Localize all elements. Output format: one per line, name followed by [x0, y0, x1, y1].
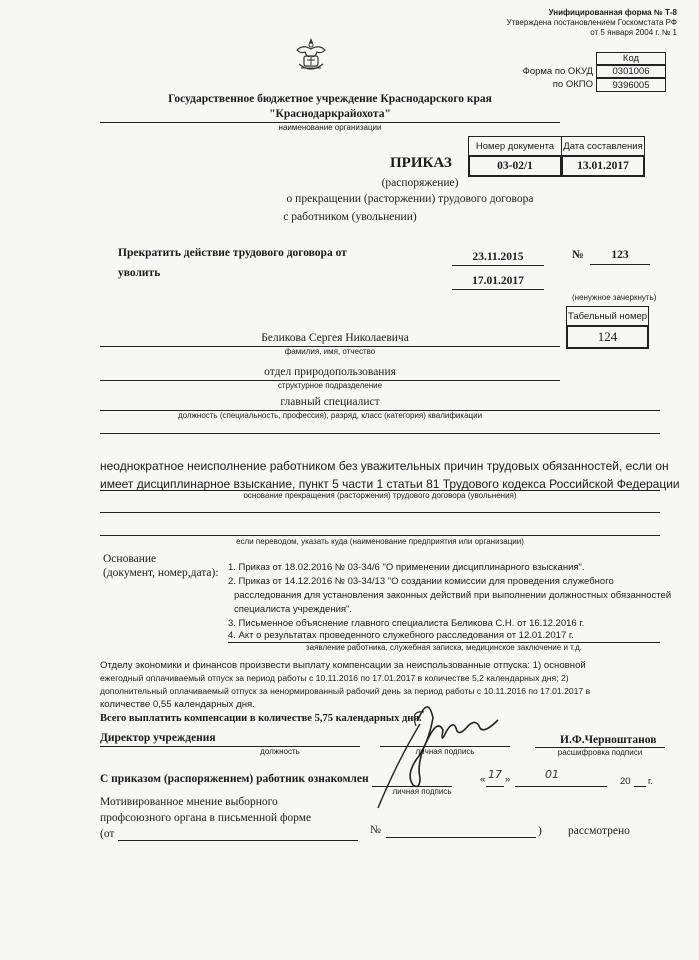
compensation-total: Всего выплатить компенсации в количестве 5,75 календарных дня.	[100, 713, 422, 724]
basis-item-2: 2. Приказ от 14.12.2016 № 03-34/13 "О создании комиссии для проведения служебного	[228, 576, 614, 587]
okud-value: 0301006	[596, 65, 666, 78]
doc-date-header: Дата составления	[561, 136, 645, 156]
contract-date-underline	[452, 265, 544, 266]
dismiss-date: 17.01.2017	[472, 275, 524, 287]
contract-number-underline	[590, 264, 650, 265]
employee-signature-caption: личная подпись	[392, 787, 452, 796]
grounds-caption: основание прекращения (расторжения) трудового договора (увольнения)	[243, 491, 517, 500]
basis-label: Основание	[103, 553, 157, 565]
document-purpose-line1: о прекращении (расторжении) трудового договора	[286, 193, 534, 205]
doc-number-value: 03-02/1	[468, 155, 562, 177]
basis-item-2-cont: расследования для установления законных действий при выполнении должностных обязанностей	[234, 590, 672, 601]
employee-name: Беликова Сергея Николаевича	[261, 332, 409, 344]
union-considered: рассмотрено	[568, 825, 630, 837]
okpo-label: по ОКПО	[552, 79, 593, 90]
codes-header: Код	[596, 52, 666, 65]
basis-item-4: 4. Акт о результатах проведенного служебного расследования от 12.01.2017 г.	[228, 630, 574, 641]
acquainted-month: 01	[545, 768, 559, 781]
basis-item-1: 1. Приказ от 18.02.2016 № 03-34/6 "О применении дисциплинарного взыскания".	[228, 562, 585, 573]
compensation-line2: ежегодный оплачиваемый отпуск за период работы с 10.11.2016 по 17.01.2017 в количестве 5,2 календарных дня; 2)	[100, 673, 569, 683]
union-date-line	[118, 840, 358, 841]
union-line2: профсоюзного органа в письменной форме	[100, 812, 312, 824]
director-name: И.Ф.Черноштанов	[560, 734, 657, 746]
organization-name-quoted: "Краснодаркрайохота"	[269, 108, 391, 120]
director-position-caption: должность	[260, 747, 300, 756]
handwritten-signature-icon	[358, 690, 518, 820]
union-line3: (от	[100, 828, 115, 840]
acquainted-day: 17	[488, 768, 502, 781]
form-code-line: Унифицированная форма № Т-8	[548, 8, 677, 17]
director-signature-caption: личная подпись	[415, 747, 475, 756]
union-num-line	[386, 837, 536, 838]
document-purpose-line2: с работником (увольнении)	[283, 211, 417, 223]
day-underline	[486, 786, 504, 787]
employee-name-caption: фамилия, имя, отчество	[284, 347, 376, 356]
form-approval-line: Утверждена постановлением Госкомстата РФ	[506, 18, 677, 27]
month-underline	[515, 786, 607, 787]
year-prefix: 20	[620, 776, 631, 787]
okud-label: Форма по ОКУД	[522, 66, 593, 77]
position-caption: должность (специальность, профессия), разряд, класс (категория) квалификации	[177, 411, 483, 420]
dismiss-date-underline	[452, 289, 544, 290]
compensation-line3: дополнительный оплачиваемый отпуск за ненормированный рабочий день за период работы с 10.11.2016 по 17.01.2017 в	[100, 686, 591, 696]
doc-date-value: 13.01.2017	[561, 155, 645, 177]
doc-number-header: Номер документа	[468, 136, 562, 156]
acquainted-label: С приказом (распоряжением) работник ознакомлен	[100, 773, 369, 785]
organization-name: Государственное бюджетное учреждение Краснодарского края	[168, 93, 492, 105]
basis-label-detail: (документ, номер,дата):	[103, 567, 219, 579]
compensation-line4: количестве 0,55 календарных дня.	[100, 699, 255, 710]
union-num-sign: №	[370, 824, 381, 836]
strike-note: (ненужное зачеркнуть)	[572, 293, 657, 302]
tab-number-header: Табельный номер	[566, 306, 649, 326]
okpo-value: 9396005	[596, 78, 666, 92]
dismiss-label: уволить	[118, 267, 161, 279]
document-subtitle: (распоряжение)	[381, 177, 459, 189]
department-value: отдел природопользования	[264, 366, 396, 378]
year-suffix: г.	[648, 776, 653, 787]
contract-label: Прекратить действие трудового договора от	[118, 247, 347, 259]
position-value: главный специалист	[280, 396, 380, 408]
director-position: Директор учреждения	[100, 732, 216, 744]
department-caption: структурное подразделение	[277, 381, 383, 390]
position-extra-underline	[100, 433, 660, 434]
basis-item-2-end: специалиста учреждения".	[234, 604, 353, 615]
tab-number-value: 124	[566, 325, 649, 349]
compensation-line1: Отделу экономики и финансов произвести выплату компенсации за неиспользованные отпуска: 1) основной	[100, 660, 586, 671]
basis-caption: заявление работника, служебная записка, медицинское заключение и т.д.	[305, 643, 583, 652]
grounds-text-line1: неоднократное неисполнение работником без уважительных причин трудовых обязанностей, если он	[100, 459, 669, 473]
transfer-caption: если переводом, указать куда (наименование предприятия или организации)	[236, 537, 524, 546]
year-underline	[634, 786, 646, 787]
document-title: ПРИКАЗ	[390, 155, 452, 171]
contract-date: 23.11.2015	[472, 251, 524, 263]
grounds-blank-line	[100, 512, 660, 513]
basis-item-3: 3. Письменное объяснение главного специалиста Беликова С.Н. от 16.12.2016 г.	[228, 618, 585, 629]
form-approval-date: от 5 января 2004 г. № 1	[590, 28, 677, 37]
transfer-line	[100, 535, 660, 536]
union-line1: Мотивированное мнение выборного	[100, 796, 278, 808]
contract-number: 123	[611, 249, 629, 261]
organization-caption: наименование организации	[278, 123, 382, 132]
director-name-caption: расшифровка подписи	[557, 748, 643, 757]
coat-of-arms-icon	[291, 34, 331, 76]
grounds-text-line2: имеет дисциплинарное взыскание, пункт 5 части 1 статьи 81 Трудового кодекса Российской Федерации	[100, 477, 680, 491]
contract-num-sign: №	[572, 249, 584, 261]
